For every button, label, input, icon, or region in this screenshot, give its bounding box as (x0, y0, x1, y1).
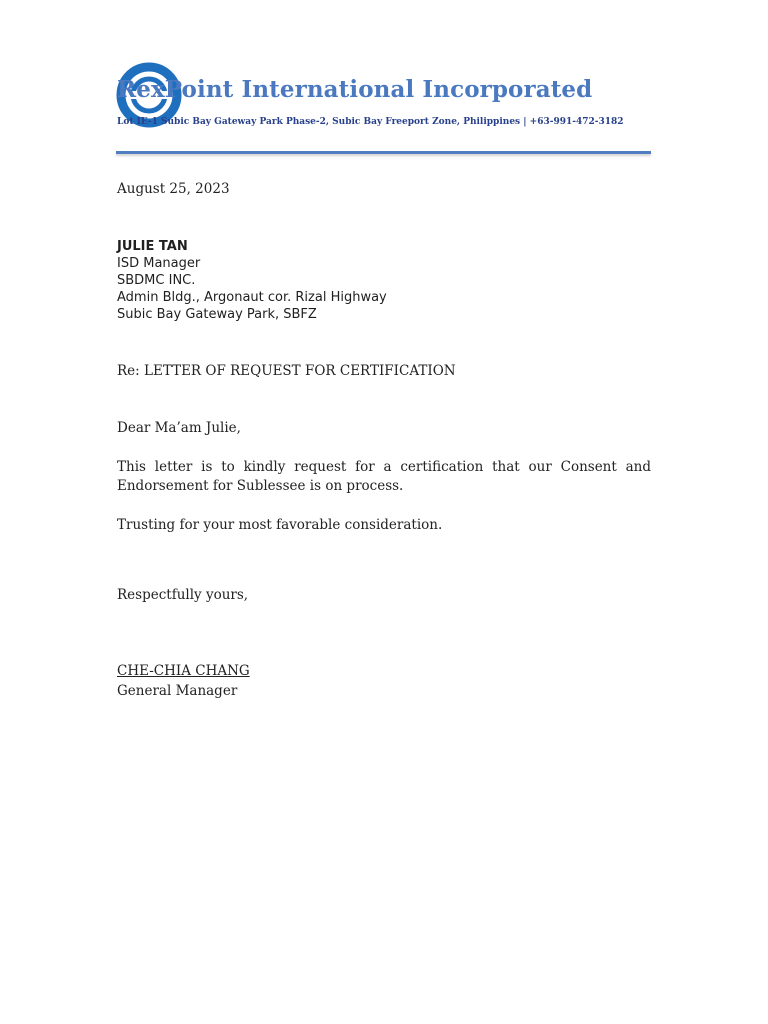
recipient-address-line1: Admin Bldg., Argonaut cor. Rizal Highway (117, 290, 387, 305)
header-divider (116, 151, 651, 154)
recipient-title: ISD Manager (117, 256, 201, 271)
company-name: RexPoint International Incorporated (117, 76, 593, 103)
body-paragraph-2: Trusting for your most favorable consideration. (117, 517, 443, 533)
body-paragraph-1: This letter is to kindly request for a certification that our Consent and Endorsement for Sublessee is on process. (117, 459, 651, 494)
recipient-address-line2: Subic Bay Gateway Park, SBFZ (117, 307, 317, 322)
salutation: Dear Ma’am Julie, (117, 420, 241, 436)
recipient-name: JULIE TAN (117, 239, 188, 254)
letter-date: August 25, 2023 (117, 181, 230, 197)
signatory-title: General Manager (117, 683, 238, 699)
signatory-name: CHE-CHIA CHANG (117, 663, 250, 679)
closing: Respectfully yours, (117, 587, 249, 603)
recipient-company: SBDMC INC. (117, 273, 196, 288)
company-address: Lot IE-1 Subic Bay Gateway Park Phase-2, Subic Bay Freeport Zone, Philippines | +63-991-472-3182 (117, 117, 624, 127)
subject-line: Re: LETTER OF REQUEST FOR CERTIFICATION (117, 363, 456, 379)
